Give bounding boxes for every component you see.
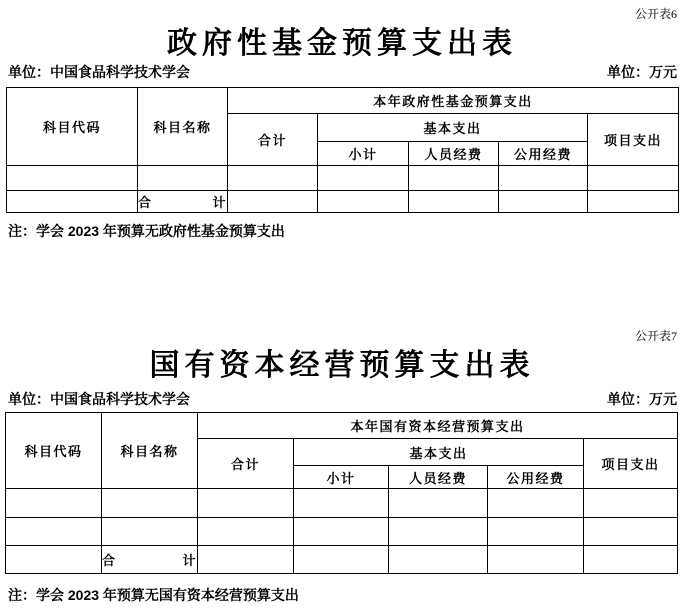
header-public: 公用经费 (499, 142, 588, 166)
table-row (6, 489, 678, 518)
empty-cell (198, 489, 294, 518)
table-row (6, 518, 678, 546)
empty-cell (389, 546, 488, 574)
total-row (7, 191, 679, 213)
table-note: 注：学会 2023 年预算无国有资本经营预算支出 (8, 587, 299, 603)
empty-cell (7, 191, 138, 213)
empty-cell (228, 166, 318, 191)
empty-cell (588, 166, 679, 191)
header-year-group: 本年政府性基金预算支出 (228, 88, 679, 114)
header-subject-name: 科目名称 (138, 88, 228, 166)
empty-cell (6, 546, 102, 574)
header-subtotal: 小计 (318, 142, 409, 166)
empty-cell (499, 191, 588, 213)
header-subtotal: 小计 (294, 466, 389, 489)
empty-cell (409, 191, 499, 213)
empty-cell (7, 166, 138, 191)
header-row-1 (6, 413, 678, 439)
empty-cell (6, 518, 102, 546)
empty-cell (102, 518, 198, 546)
page-title: 政府性基金预算支出表 (167, 27, 517, 60)
empty-cell (138, 166, 228, 191)
state-capital-budget-table (5, 412, 678, 574)
empty-cell (488, 546, 584, 574)
header-total: 合计 (198, 439, 294, 489)
gov-fund-budget-table (6, 87, 679, 213)
header-row-1 (7, 88, 679, 114)
empty-cell (294, 518, 389, 546)
empty-cell (198, 518, 294, 546)
empty-cell (294, 546, 389, 574)
total-label-cell: 合 计 (138, 191, 228, 213)
unit-measure-label: 单位：万元 (607, 64, 677, 80)
empty-cell (588, 191, 679, 213)
total-row (6, 546, 678, 574)
table-note: 注：学会 2023 年预算无政府性基金预算支出 (8, 223, 285, 239)
sheet-number-label: 公开表6 (634, 7, 677, 21)
empty-cell (488, 489, 584, 518)
empty-cell (409, 166, 499, 191)
header-personnel: 人员经费 (409, 142, 499, 166)
total-label-cell: 合 计 (102, 546, 198, 574)
empty-cell (499, 166, 588, 191)
header-subject-code: 科目代码 (7, 88, 138, 166)
table-row (7, 166, 679, 191)
unit-info-row (8, 390, 677, 408)
page-title: 国有资本经营预算支出表 (149, 349, 535, 382)
header-personnel: 人员经费 (389, 466, 488, 489)
unit-measure-label: 单位：万元 (607, 391, 677, 407)
empty-cell (584, 546, 678, 574)
header-basic-group: 基本支出 (318, 114, 588, 142)
empty-cell (318, 166, 409, 191)
header-project: 项目支出 (588, 114, 679, 166)
header-subject-name: 科目名称 (102, 413, 198, 489)
sheet-number-label: 公开表7 (634, 329, 677, 343)
empty-cell (584, 489, 678, 518)
empty-cell (584, 518, 678, 546)
empty-cell (294, 489, 389, 518)
empty-cell (6, 489, 102, 518)
header-public: 公用经费 (488, 466, 584, 489)
empty-cell (228, 191, 318, 213)
unit-info-row (8, 63, 677, 81)
header-total: 合计 (228, 114, 318, 166)
header-basic-group: 基本支出 (294, 439, 584, 466)
unit-name-label: 单位：中国食品科学技术学会 (8, 391, 190, 407)
header-subject-code: 科目代码 (6, 413, 102, 489)
empty-cell (488, 518, 584, 546)
header-project: 项目支出 (584, 439, 678, 489)
unit-name-label: 单位：中国食品科学技术学会 (8, 64, 190, 80)
empty-cell (389, 489, 488, 518)
header-year-group: 本年国有资本经营预算支出 (198, 413, 678, 439)
empty-cell (198, 546, 294, 574)
empty-cell (318, 191, 409, 213)
empty-cell (389, 518, 488, 546)
empty-cell (102, 489, 198, 518)
